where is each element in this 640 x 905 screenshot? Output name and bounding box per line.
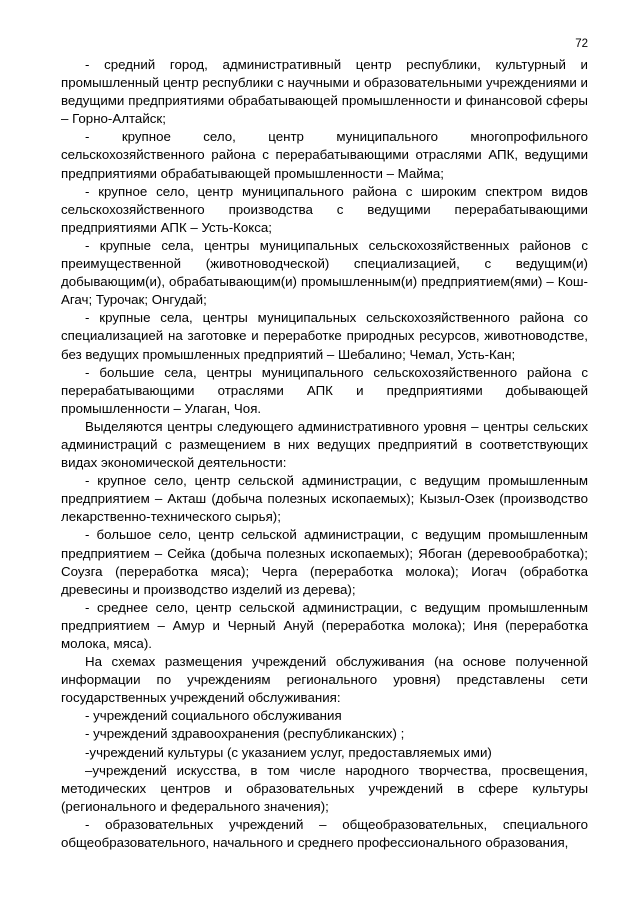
paragraph: - большие села, центры муниципального сельскохозяйственного района с перерабатывающими отраслями АПК и предприятиями добывающей промышленности – Улаган, Чоя. — [61, 364, 588, 416]
paragraph: - среднее село, центр сельской администрации, с ведущим промышленным предприятием – Амур и Черный Ануй (переработка молока); Иня (переработка молока, мяса). — [61, 599, 588, 651]
paragraph: - крупное село, центр муниципального многопрофильного сельскохозяйственного района с перерабатывающими отраслями АПК, ведущими предприятиями обрабатывающей промышленности – Майма; — [61, 129, 588, 181]
paragraph: - образовательных учреждений – общеобразовательных, специального общеобразовательного, начального и среднего профессионального образования, — [61, 816, 588, 851]
paragraph: - крупное село, центр муниципального района с широким спектром видов сельскохозяйственного производства с ведущими перерабатывающими предприятиями АПК – Усть-Кокса; — [61, 183, 588, 235]
paragraph: - средний город, административный центр республики, культурный и промышленный центр республики с научными и образовательными учреждениями и ведущими предприятиями обрабатывающей промышленности и финансовой сферы – Горно-Алтайск; — [61, 57, 588, 127]
body-text — [61, 56, 588, 852]
paragraph: -учреждений культуры (с указанием услуг, предоставляемых ими) — [85, 744, 492, 760]
paragraph: - крупные села, центры муниципальных сельскохозяйственных районов с преимущественной (животноводческой) специализацией, с ведущим(и) добывающим(и), обрабатывающим(и) промышленным(и) предприятием(ями) – Кош-Агач; Турочак; Онгудай; — [61, 237, 588, 308]
paragraph: На схемах размещения учреждений обслуживания (на основе полученной информации по учреждениям регионального уровня) представлены сети государственных учреждений обслуживания: — [61, 654, 588, 706]
paragraph: –учреждений искусства, в том числе народного творчества, просвещения, методических центров и образовательных учреждений в сфере культуры (регионального и федерального значения); — [61, 762, 588, 814]
paragraph: Выделяются центры следующего административного уровня – центры сельских администраций с размещением в них ведущих предприятий в соответствующих видах экономической деятельности: — [61, 418, 588, 471]
page-number: 72 — [575, 38, 588, 50]
paragraph: - большое село, центр сельской администрации, с ведущим промышленным предприятием – Сейка (добыча полезных ископаемых); Ябоган (деревообработка); Соузга (переработка мяса); Черга (переработка молока); Иогач (обработка древесины и производство изделий из дерева); — [61, 527, 588, 597]
paragraph: - учреждений социального обслуживания — [85, 708, 342, 724]
paragraph: - учреждений здравоохранения (республиканских) ; — [85, 726, 405, 742]
paragraph: - крупное село, центр сельской администрации, с ведущим промышленным предприятием – Акташ (добыча полезных ископаемых); Кызыл-Озек (производство лекарственно-технического сырья); — [61, 473, 588, 525]
paragraph: - крупные села, центры муниципальных сельскохозяйственного района со специализацией на заготовке и переработке природных ресурсов, животноводстве, без ведущих промышленных предприятий – Шебалино; Чемал, Усть-Кан; — [61, 310, 588, 362]
